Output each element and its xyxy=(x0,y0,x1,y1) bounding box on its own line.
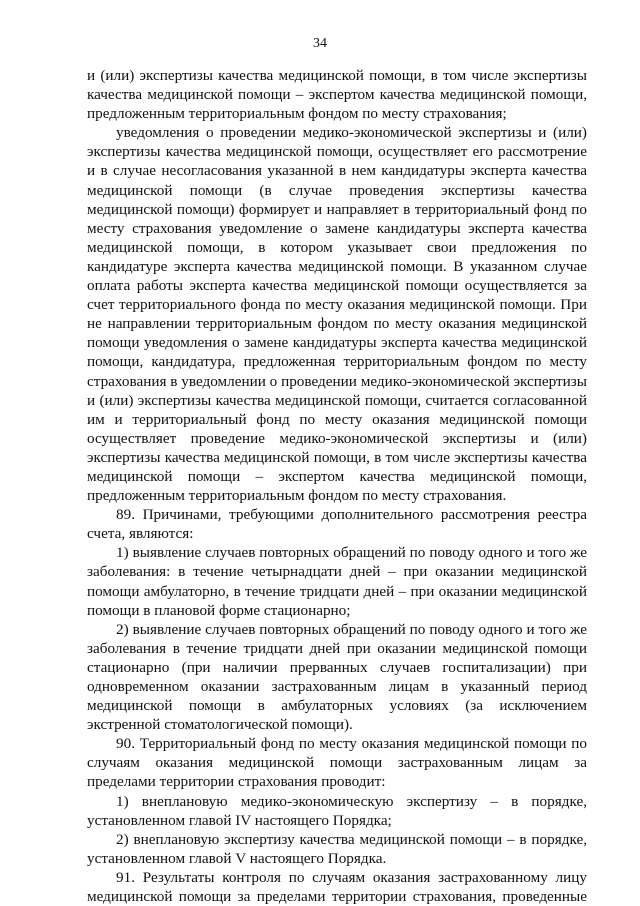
document-body xyxy=(87,66,587,906)
paragraph-item-89: 89. Причинами, требующими дополнительного рассмотрения реестра счета, являются: xyxy=(87,506,587,543)
paragraph-item-91: 91. Результаты контроля по случаям оказания застрахованному лицу медицинской помощи за пределами территории страхования, проведенные xyxy=(87,868,587,906)
paragraph-item-89-1: 1) выявление случаев повторных обращений по поводу одного и того же заболевания: в течение четырнадцати дней – при оказании медицинской помощи амбулаторно, в течение тридцати дней – при оказании медицинской помощи в плановой форме стационарно; xyxy=(87,544,587,619)
paragraph-continuation: и (или) экспертизы качества медицинской помощи, в том числе экспертизы качества медицинской помощи – экспертом качества медицинской помощи, предложенным территориальным фондом по месту страхования; xyxy=(87,67,587,123)
paragraph-item-90-2: 2) внеплановую экспертизу качества медицинской помощи – в порядке, установленном главой V настоящего Порядка. xyxy=(87,830,587,867)
paragraph-item-90: 90. Территориальный фонд по месту оказания медицинской помощи по случаям оказания медицинской помощи застрахованным лицам за пределами территории страхования проводит: xyxy=(87,735,587,791)
paragraph-item-89-2: 2) выявление случаев повторных обращений по поводу одного и того же заболевания в течение тридцати дней при оказании медицинской помощи стационарно (при наличии прерванных случаев госпитализации) при одновременном оказании застрахованным лицам в указанный период медицинской помощи в амбулаторных условиях (за исключением экстренной стоматологической помощи). xyxy=(87,620,587,734)
paragraph-item-90-1: 1) внеплановую медико-экономическую экспертизу – в порядке, установленном главой IV настоящего Порядка; xyxy=(87,792,587,829)
page-number: 34 xyxy=(313,36,327,51)
paragraph-notification: уведомления о проведении медико-экономической экспертизы и (или) экспертизы качества медицинской помощи, осуществляет его рассмотрение и в случае несогласования указанной в нем кандидатуры эксперта качества медицинской помощи (в случае проведения экспертизы качества медицинской помощи) формирует и направляет в территориальный фонд по месту страхования уведомление о замене кандидатуры эксперта качества медицинской помощи, в котором указывает свои предложения по кандидатуре эксперта качества медицинской помощи. В указанном случае оплата работы эксперта качества медицинской помощи осуществляется за счет территориального фонда по месту оказания медицинской помощи. При не направлении территориальным фондом по месту оказания медицинской помощи уведомления о замене кандидатуры эксперта качества медицинской помощи, кандидатура, предложенная территориальным фондом по месту страхования в уведомлении о проведении медико-экономической экспертизы и (или) экспертизы качества медицинской помощи, считается согласованной им и территориальный фонд по месту оказания медицинской помощи осуществляет проведение медико-экономической экспертизы и (или) экспертизы качества медицинской помощи, в том числе экспертизы качества медицинской помощи – экспертом качества медицинской помощи, предложенным территориальным фондом по месту страхования. xyxy=(87,124,587,505)
